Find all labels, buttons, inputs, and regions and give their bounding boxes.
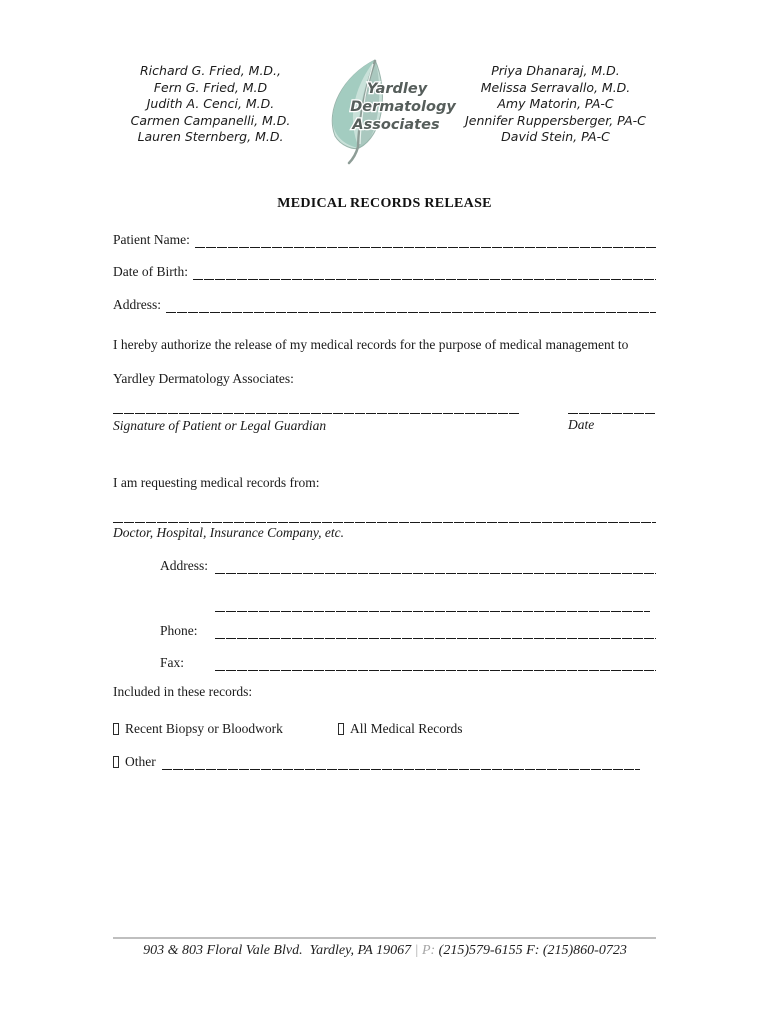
source-address-label: Address:	[160, 558, 208, 573]
other-line[interactable]	[162, 753, 640, 770]
source-phone-row	[113, 622, 656, 639]
physician-name: David Stein, PA-C	[501, 129, 610, 145]
date-caption: Date	[568, 417, 595, 432]
checkbox-all-records-icon[interactable]	[338, 723, 344, 735]
source-phone-line[interactable]	[215, 622, 656, 639]
date-line[interactable]	[568, 397, 656, 414]
source-phone-label: Phone:	[160, 623, 198, 638]
patient-name-row	[113, 231, 656, 248]
footer-address: 903 & 803 Floral Vale Blvd. Yardley, PA 19067	[143, 943, 415, 958]
option-all-records-label: All Medical Records	[350, 721, 463, 736]
date-of-birth-row	[113, 263, 656, 280]
requesting-intro: I am requesting medical records from:	[113, 475, 320, 490]
physician-name: Carmen Campanelli, M.D.	[130, 112, 291, 128]
option-other-label: Other	[125, 754, 156, 769]
option-other[interactable]	[113, 753, 162, 770]
patient-name-line[interactable]	[195, 231, 656, 248]
authorization-text-line2: Yardley Dermatology Associates:	[113, 371, 294, 386]
source-fax-label: Fax:	[160, 655, 185, 670]
option-all-records[interactable]	[338, 720, 462, 737]
physician-name: Fern G. Fried, M.D	[153, 79, 268, 95]
signature-line[interactable]	[113, 397, 519, 414]
signature-caption: Signature of Patient or Legal Guardian	[113, 418, 327, 433]
practice-logo	[313, 58, 456, 158]
signature-caption-row	[113, 417, 656, 434]
checkbox-recent-biopsy-icon[interactable]	[113, 723, 119, 735]
date-of-birth-line[interactable]	[193, 263, 656, 280]
footer-divider: | P:	[414, 943, 439, 958]
patient-address-line[interactable]	[166, 296, 656, 313]
patient-address-row	[113, 296, 656, 313]
record-options-row	[113, 720, 656, 737]
physician-name: Richard G. Fried, M.D.,	[140, 63, 281, 78]
source-fax-line[interactable]	[215, 654, 656, 671]
patient-name-label: Patient Name:	[113, 232, 190, 247]
physician-name: Jennifer Ruppersberger, PA-C	[465, 112, 646, 128]
physician-list-right	[443, 58, 668, 146]
option-other-row	[113, 753, 656, 770]
physician-name: Amy Matorin, PA-C	[497, 96, 614, 112]
footer-divider-rule	[113, 937, 656, 939]
physician-name: Priya Dhanaraj, M.D.	[491, 63, 620, 78]
letterhead	[108, 58, 668, 158]
physician-name: Melissa Serravallo, M.D.	[480, 79, 631, 95]
source-fax-row	[113, 654, 656, 671]
form-title: MEDICAL RECORDS RELEASE	[277, 196, 492, 211]
included-records-intro: Included in these records:	[113, 684, 253, 699]
physician-list-left	[108, 58, 313, 146]
signature-date-lines	[113, 397, 656, 414]
records-source-line[interactable]	[113, 506, 656, 523]
leaf-logo-icon	[313, 58, 456, 158]
checkbox-other-icon[interactable]	[113, 756, 119, 768]
footer-contact-info	[56, 943, 714, 959]
source-address-line-2[interactable]	[215, 595, 650, 612]
logo-word-dermatology: Dermatology	[350, 99, 456, 115]
source-caption: Doctor, Hospital, Insurance Company, etc.	[113, 525, 344, 540]
patient-address-label: Address:	[113, 297, 161, 312]
logo-word-yardley: Yardley	[366, 81, 428, 97]
option-recent-biopsy[interactable]	[113, 720, 338, 737]
source-line-row	[113, 506, 656, 523]
physician-name: Judith A. Cenci, M.D.	[146, 96, 275, 112]
option-recent-biopsy-label: Recent Biopsy or Bloodwork	[125, 721, 283, 736]
date-of-birth-label: Date of Birth:	[113, 264, 188, 279]
logo-word-associates: Associates	[352, 117, 440, 133]
source-address-row-2	[215, 595, 650, 612]
footer-phone-fax: (215)579-6155 F: (215)860-0723	[438, 943, 627, 958]
physician-name: Lauren Sternberg, M.D.	[137, 129, 284, 145]
source-address-line[interactable]	[215, 557, 656, 574]
source-address-row	[113, 557, 656, 574]
authorization-text-line1: I hereby authorize the release of my medical records for the purpose of medical management to	[113, 337, 629, 352]
